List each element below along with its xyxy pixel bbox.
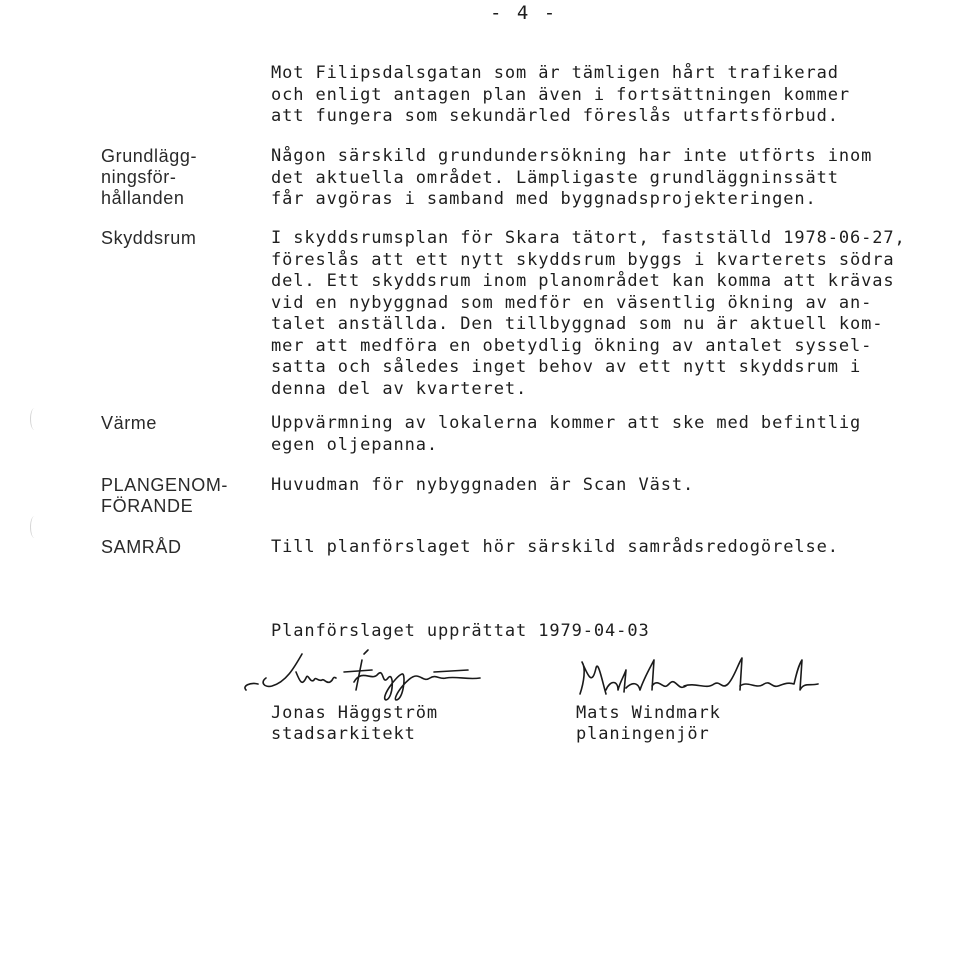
heading-grundlaggning: Grundlägg- ningsför- hållanden [101,146,198,208]
heading-samrad: SAMRÅD [101,537,182,557]
prepared-date-line: Planförslaget upprättat 1979-04-03 [271,621,650,641]
signature-mats-windmark [566,646,826,706]
margin-mark [30,408,39,430]
paragraph-plangenomforande: Huvudman för nybyggnaden är Scan Väst. [271,475,695,495]
paragraph-samrad: Till planförslaget hör särskild samrådsredogörelse. [271,537,839,557]
heading-plangenomforande: PLANGENOM- FÖRANDE [101,475,229,516]
signature-jonas-haggstrom [236,642,506,702]
heading-skyddsrum: Skyddsrum [101,228,197,248]
signer2-name: Mats Windmark [576,703,721,723]
margin-mark [30,516,39,538]
paragraph-traffic: Mot Filipsdalsgatan som är tämligen hårt trafikerad och enligt antagen plan även i fortsättningen kommer att fungera som sekundärled föreslås utfartsförbud. [271,63,851,126]
paragraph-varme: Uppvärmning av lokalerna kommer att ske med befintlig egen oljepanna. [271,413,862,455]
page-number: - 4 - [490,2,558,24]
signer1-title: stadsarkitekt [271,724,416,744]
paragraph-skyddsrum: I skyddsrumsplan för Skara tätort, fastställd 1978-06-27, föreslås att ett nytt skyddsrum byggs i kvarterets södra del. Ett skyddsrum inom planområdet kan komma att krävas vid en nybyggnad som medför en väsentlig ökning av an- talet anställda. Den tillbyggnad som nu är aktuell kom- mer att medföra en obetydlig ökning av antalet syssel- satta och således inget behov av ett nytt skyddsrum i denna del av kvarteret. [271,228,906,399]
paragraph-grundlaggning: Någon särskild grundundersökning har inte utförts inom det aktuella området. Lämpligaste grundläggninssätt får avgöras i samband med byggnadsprojekteringen. [271,146,873,209]
signer1-name: Jonas Häggström [271,703,439,723]
heading-varme: Värme [101,413,158,433]
signer2-title: planingenjör [576,724,710,744]
